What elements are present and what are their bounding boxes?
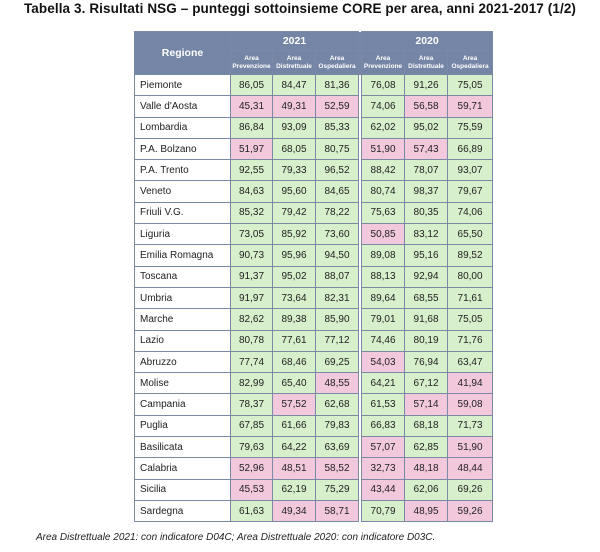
score-cell: 75,05	[448, 75, 493, 96]
score-cell: 73,60	[316, 224, 359, 245]
score-cell: 62,19	[273, 479, 316, 500]
score-cell: 75,29	[316, 479, 359, 500]
score-cell: 94,50	[316, 245, 359, 266]
score-cell: 70,79	[362, 500, 405, 521]
score-cell: 56,58	[405, 96, 448, 117]
score-cell: 54,03	[362, 351, 405, 372]
score-cell: 71,73	[448, 415, 493, 436]
score-cell: 82,99	[231, 373, 273, 394]
score-cell: 48,51	[273, 458, 316, 479]
score-cell: 80,75	[316, 138, 359, 159]
score-cell: 95,60	[273, 181, 316, 202]
region-name-cell: Lazio	[135, 330, 231, 351]
score-cell: 95,02	[273, 266, 316, 287]
score-cell: 57,07	[362, 437, 405, 458]
score-cell: 77,61	[273, 330, 316, 351]
header-year-2020: 2020	[362, 32, 493, 51]
score-cell: 90,73	[231, 245, 273, 266]
score-cell: 50,85	[362, 224, 405, 245]
score-cell: 63,69	[316, 437, 359, 458]
score-cell: 62,06	[405, 479, 448, 500]
score-cell: 52,59	[316, 96, 359, 117]
table-row	[135, 373, 493, 394]
score-cell: 65,40	[273, 373, 316, 394]
score-cell: 88,42	[362, 160, 405, 181]
region-name-cell: Molise	[135, 373, 231, 394]
score-cell: 91,97	[231, 287, 273, 308]
footnote: Area Distrettuale 2021: con indicatore D04C; Area Distrettuale 2020: con indicatore D03C.	[36, 532, 436, 543]
score-cell: 68,18	[405, 415, 448, 436]
score-cell: 49,34	[273, 500, 316, 521]
score-cell: 48,95	[405, 500, 448, 521]
score-cell: 49,31	[273, 96, 316, 117]
score-cell: 61,66	[273, 415, 316, 436]
region-name-cell: Sicilia	[135, 479, 231, 500]
table-row	[135, 479, 493, 500]
score-cell: 58,52	[316, 458, 359, 479]
score-cell: 79,01	[362, 309, 405, 330]
score-cell: 59,26	[448, 500, 493, 521]
header-year-2021: 2021	[231, 32, 359, 51]
header-area-prevenzione-2021: Area Prevenzione	[231, 51, 273, 75]
score-cell: 93,07	[448, 160, 493, 181]
score-cell: 85,33	[316, 117, 359, 138]
score-cell: 85,32	[231, 202, 273, 223]
score-cell: 71,76	[448, 330, 493, 351]
score-cell: 84,65	[316, 181, 359, 202]
score-cell: 73,05	[231, 224, 273, 245]
score-cell: 80,78	[231, 330, 273, 351]
score-cell: 89,08	[362, 245, 405, 266]
table-row	[135, 287, 493, 308]
score-cell: 89,52	[448, 245, 493, 266]
score-cell: 58,71	[316, 500, 359, 521]
score-cell: 89,38	[273, 309, 316, 330]
score-cell: 61,53	[362, 394, 405, 415]
score-cell: 85,92	[273, 224, 316, 245]
score-cell: 84,63	[231, 181, 273, 202]
score-cell: 79,67	[448, 181, 493, 202]
score-cell: 71,61	[448, 287, 493, 308]
region-name-cell: P.A. Bolzano	[135, 138, 231, 159]
score-cell: 86,05	[231, 75, 273, 96]
region-name-cell: Abruzzo	[135, 351, 231, 372]
score-cell: 65,50	[448, 224, 493, 245]
score-cell: 74,06	[362, 96, 405, 117]
score-cell: 79,42	[273, 202, 316, 223]
table-row	[135, 309, 493, 330]
header-area-ospedaliera-2021: Area Ospedaliera	[316, 51, 359, 75]
region-name-cell: Toscana	[135, 266, 231, 287]
table-row	[135, 138, 493, 159]
score-cell: 57,14	[405, 394, 448, 415]
score-cell: 51,97	[231, 138, 273, 159]
score-cell: 64,21	[362, 373, 405, 394]
score-cell: 57,52	[273, 394, 316, 415]
table-body	[135, 75, 493, 522]
score-cell: 48,44	[448, 458, 493, 479]
score-cell: 77,74	[231, 351, 273, 372]
score-cell: 96,52	[316, 160, 359, 181]
region-name-cell: Puglia	[135, 415, 231, 436]
table-row	[135, 266, 493, 287]
table-row	[135, 224, 493, 245]
table-row	[135, 458, 493, 479]
score-cell: 66,89	[448, 138, 493, 159]
region-name-cell: Lombardia	[135, 117, 231, 138]
score-cell: 68,05	[273, 138, 316, 159]
score-cell: 79,33	[273, 160, 316, 181]
score-cell: 81,36	[316, 75, 359, 96]
score-cell: 67,85	[231, 415, 273, 436]
score-cell: 74,06	[448, 202, 493, 223]
score-cell: 69,26	[448, 479, 493, 500]
score-cell: 88,13	[362, 266, 405, 287]
score-cell: 78,37	[231, 394, 273, 415]
score-cell: 68,55	[405, 287, 448, 308]
score-cell: 91,26	[405, 75, 448, 96]
score-cell: 76,08	[362, 75, 405, 96]
region-name-cell: Calabria	[135, 458, 231, 479]
score-cell: 59,08	[448, 394, 493, 415]
header-area-distrettuale-2021: Area Distrettuale	[273, 51, 316, 75]
score-cell: 78,22	[316, 202, 359, 223]
table-title: Tabella 3. Risultati NSG – punteggi sottoinsieme CORE per area, anni 2021-2017 (1/2)	[23, 1, 577, 16]
score-cell: 80,74	[362, 181, 405, 202]
score-cell: 69,25	[316, 351, 359, 372]
score-cell: 78,07	[405, 160, 448, 181]
score-cell: 83,12	[405, 224, 448, 245]
score-cell: 48,18	[405, 458, 448, 479]
score-cell: 62,68	[316, 394, 359, 415]
nsg-results-table	[134, 31, 493, 522]
score-cell: 62,85	[405, 437, 448, 458]
region-name-cell: Emilia Romagna	[135, 245, 231, 266]
score-cell: 76,94	[405, 351, 448, 372]
table-row	[135, 117, 493, 138]
score-cell: 80,35	[405, 202, 448, 223]
score-cell: 45,31	[231, 96, 273, 117]
table-row	[135, 181, 493, 202]
score-cell: 85,90	[316, 309, 359, 330]
table-row	[135, 96, 493, 117]
table-row	[135, 500, 493, 521]
header-area-prevenzione-2020: Area Prevenzione	[362, 51, 405, 75]
score-cell: 80,00	[448, 266, 493, 287]
score-cell: 63,47	[448, 351, 493, 372]
score-cell: 73,64	[273, 287, 316, 308]
score-cell: 88,07	[316, 266, 359, 287]
score-cell: 82,62	[231, 309, 273, 330]
score-cell: 32,73	[362, 458, 405, 479]
header-area-ospedaliera-2020: Area Ospedaliera	[448, 51, 493, 75]
score-cell: 75,05	[448, 309, 493, 330]
score-cell: 77,12	[316, 330, 359, 351]
score-cell: 92,55	[231, 160, 273, 181]
score-cell: 52,96	[231, 458, 273, 479]
region-name-cell: Liguria	[135, 224, 231, 245]
region-name-cell: Sardegna	[135, 500, 231, 521]
score-cell: 66,83	[362, 415, 405, 436]
score-cell: 61,63	[231, 500, 273, 521]
score-cell: 43,44	[362, 479, 405, 500]
region-name-cell: Umbria	[135, 287, 231, 308]
header-area-distrettuale-2020: Area Distrettuale	[405, 51, 448, 75]
score-cell: 57,43	[405, 138, 448, 159]
region-name-cell: Veneto	[135, 181, 231, 202]
region-name-cell: P.A. Trento	[135, 160, 231, 181]
table-row	[135, 160, 493, 181]
score-cell: 74,46	[362, 330, 405, 351]
score-cell: 95,16	[405, 245, 448, 266]
score-cell: 45,53	[231, 479, 273, 500]
score-cell: 80,19	[405, 330, 448, 351]
header-regione: Regione	[135, 32, 231, 75]
score-cell: 48,55	[316, 373, 359, 394]
score-cell: 51,90	[448, 437, 493, 458]
region-name-cell: Friuli V.G.	[135, 202, 231, 223]
table-row	[135, 437, 493, 458]
score-cell: 82,31	[316, 287, 359, 308]
score-cell: 64,22	[273, 437, 316, 458]
score-cell: 91,37	[231, 266, 273, 287]
table-row	[135, 245, 493, 266]
region-name-cell: Piemonte	[135, 75, 231, 96]
region-name-cell: Marche	[135, 309, 231, 330]
score-cell: 89,64	[362, 287, 405, 308]
table-row	[135, 330, 493, 351]
score-cell: 79,63	[231, 437, 273, 458]
score-cell: 95,02	[405, 117, 448, 138]
region-name-cell: Valle d'Aosta	[135, 96, 231, 117]
score-cell: 95,96	[273, 245, 316, 266]
score-cell: 93,09	[273, 117, 316, 138]
region-name-cell: Campania	[135, 394, 231, 415]
score-cell: 98,37	[405, 181, 448, 202]
score-cell: 91,68	[405, 309, 448, 330]
score-cell: 41,94	[448, 373, 493, 394]
table-row	[135, 351, 493, 372]
score-cell: 84,47	[273, 75, 316, 96]
score-cell: 75,63	[362, 202, 405, 223]
table-row	[135, 394, 493, 415]
score-cell: 67,12	[405, 373, 448, 394]
table-row	[135, 202, 493, 223]
table-row	[135, 75, 493, 96]
region-name-cell: Basilicata	[135, 437, 231, 458]
table-row	[135, 415, 493, 436]
score-cell: 62,02	[362, 117, 405, 138]
score-cell: 86,84	[231, 117, 273, 138]
score-cell: 68,46	[273, 351, 316, 372]
score-cell: 75,59	[448, 117, 493, 138]
score-cell: 51,90	[362, 138, 405, 159]
score-cell: 59,71	[448, 96, 493, 117]
score-cell: 79,83	[316, 415, 359, 436]
score-cell: 92,94	[405, 266, 448, 287]
